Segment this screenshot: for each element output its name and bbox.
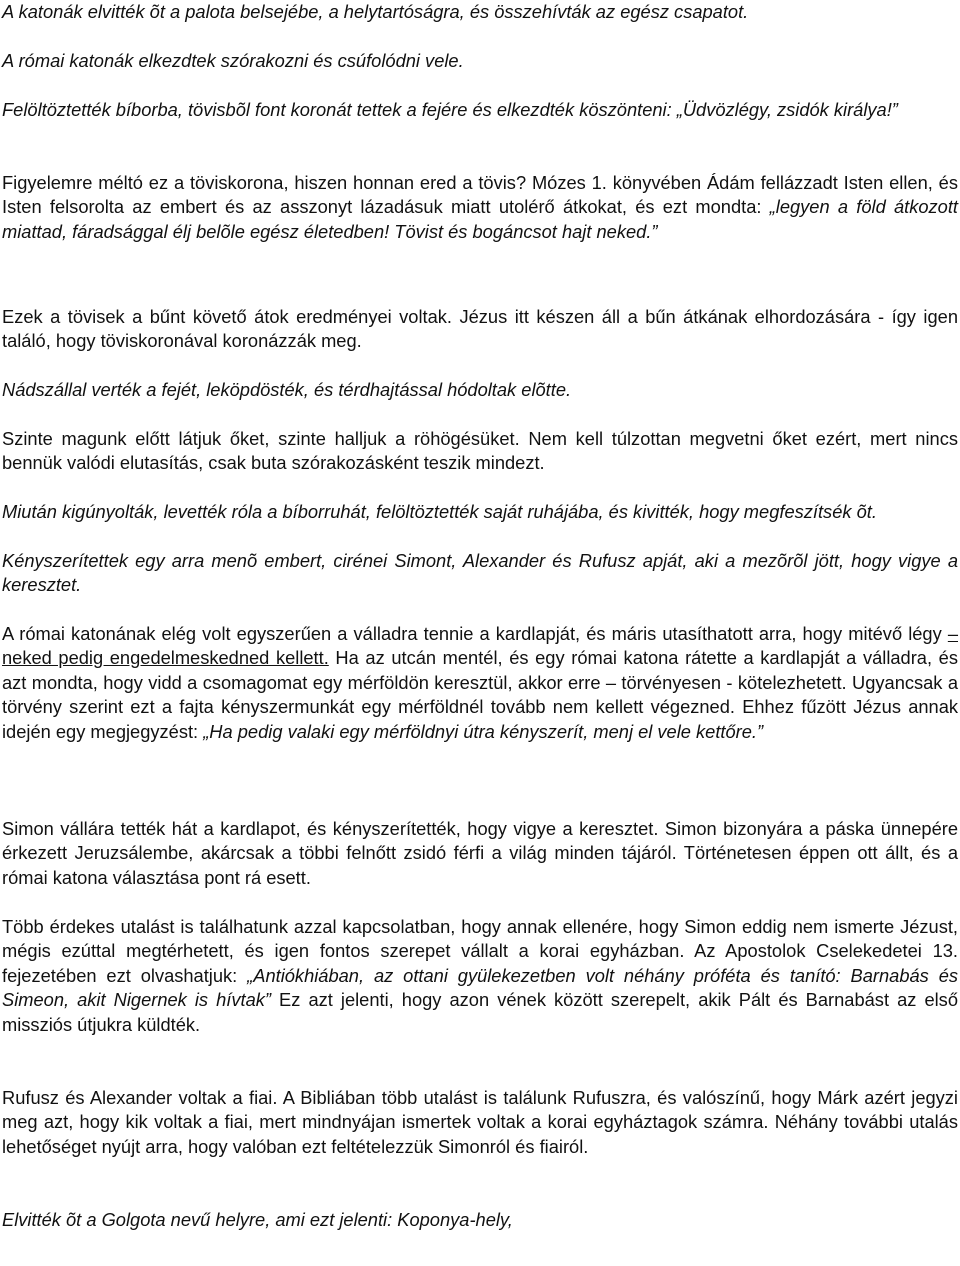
text-run: Több érdekes utalást is találhatunk azzal kapcsolatban, hogy annak ellenére, hogy Simon eddig nem ismerte Jézust, mégis ezúttal megtérhetett, és igen fontos szerepet vállalt a korai egyházban. Az Apostolok Cselekedetei 13. fejezetében ezt olvashatjuk: bbox=[2, 916, 958, 986]
paragraph bbox=[2, 622, 958, 744]
text-run: A katonák elvitték õt a palota belsejébe, a helytartóságra, és összehívták az egész csapatot. bbox=[2, 1, 749, 22]
paragraph bbox=[2, 500, 958, 524]
text-run: Nádszállal verték a fejét, leköpdösték, és térdhajtással hódoltak elõtte. bbox=[2, 379, 572, 400]
text-run: Ez azt jelenti, hogy azon vének között szerepelt, akik Pált és Barnabást az első missziós útjukra küldték. bbox=[2, 989, 958, 1035]
text-run: – neked pedig engedelmeskedned kellett. bbox=[2, 623, 958, 669]
text-run: Miután kigúnyolták, levették róla a bíborruhát, felöltöztették saját ruhájába, és kivitték, hogy megfeszítsék õt. bbox=[2, 501, 877, 522]
paragraph bbox=[2, 49, 958, 73]
paragraph bbox=[2, 427, 958, 476]
text-run: A római katonának elég volt egyszerűen a válladra tennie a kardlapját, és máris utasíthatott arra, hogy mitévő légy bbox=[2, 623, 948, 644]
text-run: „Ha pedig valaki egy mérföldnyi útra kényszerít, menj el vele kettőre.” bbox=[203, 720, 764, 742]
paragraph bbox=[2, 0, 958, 24]
text-run: Elvitték õt a Golgota nevű helyre, ami ezt jelenti: Koponya-hely, bbox=[2, 1209, 513, 1230]
paragraph bbox=[2, 549, 958, 598]
paragraph bbox=[2, 817, 958, 890]
text-run: Figyelemre méltó ez a töviskorona, hiszen honnan ered a tövis? Mózes 1. könyvében Ádám fellázzadt Isten ellen, és Isten felsorolta az embert és az asszonyt lázadásuk miatt utolérő átkokat, és ezt mondta: bbox=[2, 172, 958, 218]
paragraph bbox=[2, 1208, 958, 1232]
paragraph bbox=[2, 98, 958, 122]
text-run: Simon vállára tették hát a kardlapot, és kényszerítették, hogy vigye a keresztet. Simon bizonyára a páska ünnepére érkezett Jeruzsálembe, akárcsak a többi felnőtt zsidó férfi a világ minden tájáról. Történetesen éppen ott állt, és a római katona választása pont rá esett. bbox=[2, 818, 958, 888]
paragraph bbox=[2, 305, 958, 354]
paragraph bbox=[2, 1086, 958, 1159]
text-run: Jézus itt készen áll a bűn átkának elhordozására - így igen találó, hogy töviskoronával koronázzák meg. bbox=[2, 306, 958, 352]
text-run: „legyen a föld átkozott miattad, fáradsággal élj belõle egész életedben! Tövist és bogáncsot hajt neked.” bbox=[2, 196, 958, 242]
paragraph bbox=[2, 171, 958, 244]
text-run: Kényszerítettek egy arra menõ embert, cirénei Simont, Alexander és Rufusz apját, aki a mezõrõl jött, hogy vigye a keresztet. bbox=[2, 550, 958, 596]
text-run: Szinte magunk előtt látjuk őket, szinte halljuk a röhögésüket. Nem kell túlzottan megvetni őket ezért, mert nincs bennük valódi elutasítás, csak buta szórakozásként teszik mindezt. bbox=[2, 428, 958, 474]
text-run: Rufusz és Alexander voltak a fiai. A Bibliában több utalást is találunk Rufuszra, és valószínű, hogy Márk azért jegyzi meg azt, hogy kik voltak a fiai, mert mindnyájan ismertek voltak a korai egyháztagok számra. Néhány további utalás lehetőséget nyújt arra, hogy valóban ezt feltételezzük Simonról és fiairól. bbox=[2, 1087, 958, 1157]
paragraph bbox=[2, 915, 958, 1037]
text-run: A római katonák elkezdtek szórakozni és csúfolódni vele. bbox=[2, 50, 464, 71]
text-run: Ezek a tövisek a bűnt követő átok eredményei voltak. bbox=[2, 306, 460, 327]
text-run: „Antiókhiában, az ottani gyülekezetben volt néhány próféta és tanító: Barnabás és Simeon, akit Nigernek is hívtak” bbox=[2, 964, 959, 1011]
text-run: Felöltöztették bíborba, tövisbõl font koronát tettek a fejére és elkezdték köszönteni: „Üdvözlégy, zsidók királya!” bbox=[2, 99, 898, 120]
paragraph bbox=[2, 378, 958, 402]
text-run: Ha az utcán mentél, és egy római katona rátette a kardlapját a válladra, és azt mondta, hogy vidd a csomagomat egy mérföldön keresztül, akkor erre – törvényesen - kötelezhetett. Ugyancsak a törvény szerint ezt a fajta kényszermunkát egy mérföldnél tovább nem kellett végezned. Ehhez fűzött Jézus annak idején egy megjegyzést: bbox=[2, 647, 958, 742]
